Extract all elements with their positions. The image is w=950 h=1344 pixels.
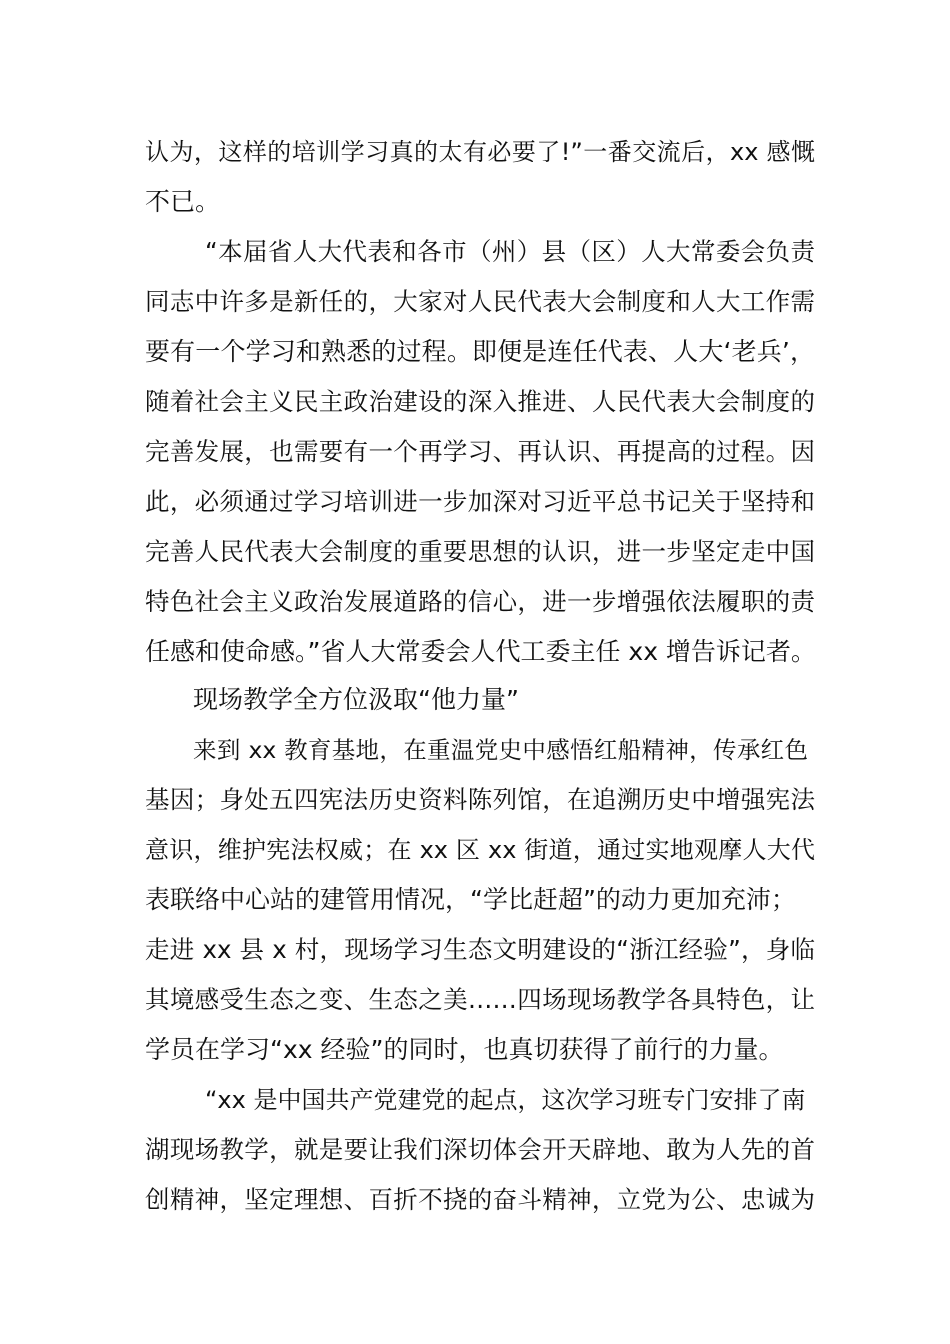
- text-line: 任感和使命感。”省人大常委会人代工委主任 xx 增告诉记者。: [145, 637, 816, 666]
- text-line: 要有一个学习和熟悉的过程。即便是连任代表、人大‘老兵’，: [145, 337, 815, 366]
- text-line: 认为，这样的培训学习真的太有必要了!”一番交流后，xx 感慨: [145, 138, 815, 166]
- text-line: 此，必须通过学习培训进一步加深对习近平总书记关于坚持和: [145, 487, 815, 516]
- text-line: 走进 xx 县 x 村，现场学习生态文明建设的“浙江经验”，身临: [145, 935, 815, 964]
- text-line: 意识，维护宪法权威；在 xx 区 xx 街道，通过实地观摩人大代: [145, 836, 815, 864]
- text-line: 湖现场教学，就是要让我们深切体会开天辟地、敢为人先的首: [145, 1135, 815, 1164]
- text-line: 创精神，坚定理想、百折不挠的奋斗精神，立党为公、忠诚为: [145, 1185, 815, 1214]
- text-line: “xx 是中国共产党建党的起点，这次学习班专门安排了南: [205, 1086, 806, 1114]
- text-line: 基因；身处五四宪法历史资料陈列馆，在追溯历史中增强宪法: [145, 785, 815, 814]
- text-line: 特色社会主义政治发展道路的信心，进一步增强依法履职的责: [145, 587, 815, 616]
- text-line: 完善人民代表大会制度的重要思想的认识，进一步坚定走中国: [145, 537, 815, 566]
- text-line: 不已。: [145, 187, 221, 216]
- text-line: 表联络中心站的建管用情况，“学比赶超”的动力更加充沛；: [145, 885, 796, 914]
- text-line: 来到 xx 教育基地，在重温党史中感悟红船精神，传承红色: [193, 736, 808, 764]
- text-line: 同志中许多是新任的，大家对人民代表大会制度和人大工作需: [145, 287, 815, 316]
- text-line: 学员在学习“xx 经验”的同时，也真切获得了前行的力量。: [145, 1035, 784, 1064]
- text-line: “本届省人大代表和各市（州）县（区）人大常委会负责: [205, 237, 815, 266]
- text-line: 其境感受生态之变、生态之美……四场现场教学各具特色，让: [145, 985, 815, 1014]
- text-line: 随着社会主义民主政治建设的深入推进、人民代表大会制度的: [145, 387, 815, 416]
- section-heading: 现场教学全方位汲取“他力量”: [193, 685, 519, 714]
- text-line: 完善发展，也需要有一个再学习、再认识、再提高的过程。因: [145, 437, 815, 466]
